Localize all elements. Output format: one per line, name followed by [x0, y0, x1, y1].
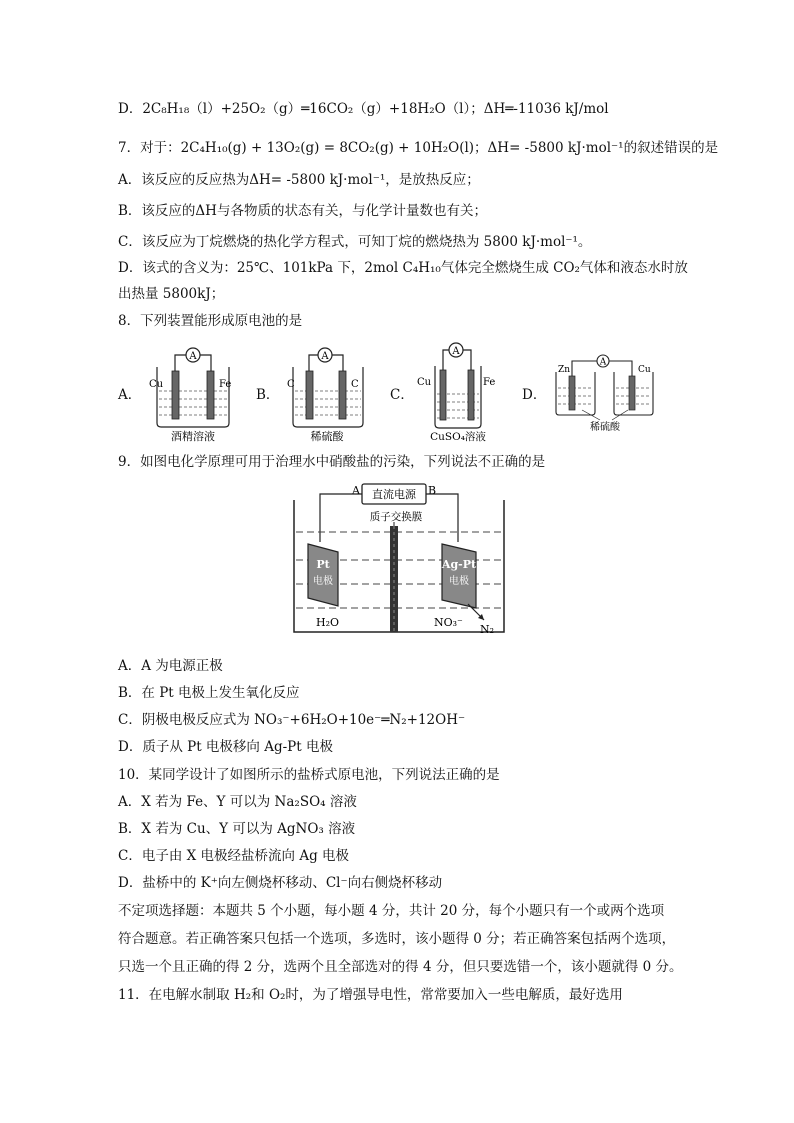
q11-stem: 11．在电解水制取 H₂和 O₂时，为了增强导电性，常常要加入一些电解质，最好选用 [118, 987, 623, 1003]
electrode-left [172, 371, 179, 419]
q6-option-d: D．2C₈H₁₈（l）+25O₂（g）═16CO₂（g）+18H₂O（l）；ΔH═-11036 kJ/mol [118, 101, 609, 117]
q10-option-b: B．X 若为 Cu、Y 可以为 AgNO₃ 溶液 [118, 821, 356, 837]
q10-option-c: C．电子由 X 电极经盐桥流向 Ag 电极 [118, 848, 349, 864]
electrode-right [339, 371, 346, 419]
ammeter-label: A [599, 357, 607, 368]
electrode-left [440, 370, 446, 420]
q8-apparatus-b [283, 345, 375, 443]
q10-stem: 10．某同学设计了如图所示的盐桥式原电池，下列说法正确的是 [118, 767, 500, 783]
electrode-left-label: C [287, 379, 295, 390]
electrode-left-label: Zn [558, 365, 571, 375]
electrode-right [629, 376, 635, 410]
electrode-right-label: Fe [219, 379, 232, 390]
ag-pt-electrode-sublabel: 电极 [449, 576, 469, 587]
q8-letter-c: C． [390, 387, 414, 403]
ammeter-label: A [452, 346, 460, 357]
q8-apparatus-d [552, 350, 664, 434]
q8-letter-b: B． [256, 387, 280, 403]
solution-label: 稀硫酸 [590, 422, 620, 433]
nitrogen-label: N₂ [480, 623, 495, 636]
q9-option-a: A．A 为电源正极 [118, 658, 223, 674]
pt-electrode-label: Pt [316, 558, 330, 571]
solution-label: 稀硫酸 [310, 430, 344, 443]
electrode-right [468, 370, 474, 420]
q7-option-b: B．该反应的ΔH与各物质的状态有关，与化学计量数也有关； [118, 203, 487, 219]
electrode-right [207, 371, 214, 419]
q8-apparatus-c [413, 340, 505, 444]
q9-option-c: C．阴极电极反应式为 NO₃⁻+6H₂O+10e⁻═N₂+12OH⁻ [118, 712, 466, 728]
q7-option-d-line2: 出热量 5800kJ； [118, 286, 225, 302]
pt-electrode [308, 544, 338, 606]
solution-label: 酒精溶液 [171, 430, 215, 443]
electrode-left [569, 376, 575, 410]
instruction-line-2: 符合题意。若正确答案只包括一个选项，多选时，该小题得 0 分；若正确答案包括两个选项， [118, 931, 676, 947]
q8-letter-a: A． [118, 387, 142, 403]
q8-letter-d: D． [522, 387, 547, 403]
electrode-left [306, 371, 313, 419]
pt-electrode-sublabel: 电极 [313, 576, 333, 587]
q7-option-c: C．该反应为丁烷燃烧的热化学方程式，可知丁烷的燃烧热为 5800 kJ·mol⁻¹。 [118, 234, 592, 250]
electrode-right-label: Cu [638, 365, 651, 375]
membrane-label: 质子交换膜 [369, 511, 423, 523]
q10-option-a: A．X 若为 Fe、Y 可以为 Na₂SO₄ 溶液 [118, 794, 357, 810]
water-label: H₂O [316, 616, 340, 629]
q7-stem: 7．对于：2C₄H₁₀(g) + 13O₂(g) = 8CO₂(g) + 10H₂O(l)；ΔH= -5800 kJ·mol⁻¹的叙述错误的是 [118, 140, 719, 156]
q7-option-a: A．该反应的反应热为ΔH= -5800 kJ·mol⁻¹，是放热反应； [118, 172, 480, 188]
q7-option-d-line1: D．该式的含义为：25℃、101kPa 下，2mol C₄H₁₀气体完全燃烧生成 CO₂气体和液态水时放 [118, 260, 688, 276]
ag-pt-electrode-label: Ag-Pt [441, 558, 477, 571]
q8-stem: 8．下列装置能形成原电池的是 [118, 313, 303, 329]
electrode-right-label: C [351, 379, 359, 390]
q9-option-d: D．质子从 Pt 电极移向 Ag-Pt 电极 [118, 739, 333, 755]
electrode-left-label: Cu [149, 379, 164, 390]
q8-apparatus-a [145, 345, 237, 443]
power-supply-label: 直流电源 [372, 488, 416, 501]
solution-label: CuSO₄溶液 [430, 431, 486, 443]
nitrate-label: NO₃⁻ [434, 616, 463, 629]
q9-stem: 9．如图电化学原理可用于治理水中硝酸盐的污染，下列说法不正确的是 [118, 454, 546, 470]
electrode-left-label: Cu [417, 377, 432, 388]
ammeter-label: A [321, 351, 329, 362]
instruction-line-3: 只选一个且正确的得 2 分，选两个且全部选对的得 4 分，但只要选错一个，该小题就得 0 分。 [118, 959, 683, 975]
q9-option-b: B．在 Pt 电极上发生氧化反应 [118, 685, 300, 701]
q9-electrolysis-diagram [288, 480, 510, 640]
ammeter-label: A [189, 351, 197, 362]
q10-option-d: D．盐桥中的 K⁺向左侧烧杯移动、Cl⁻向右侧烧杯移动 [118, 875, 443, 891]
electrode-right-label: Fe [483, 377, 496, 388]
instruction-line-1: 不定项选择题：本题共 5 个小题，每小题 4 分，共计 20 分，每个小题只有一个或两个选项 [118, 903, 665, 919]
terminal-a-label: A [352, 484, 360, 497]
terminal-b-label: B [428, 484, 437, 497]
